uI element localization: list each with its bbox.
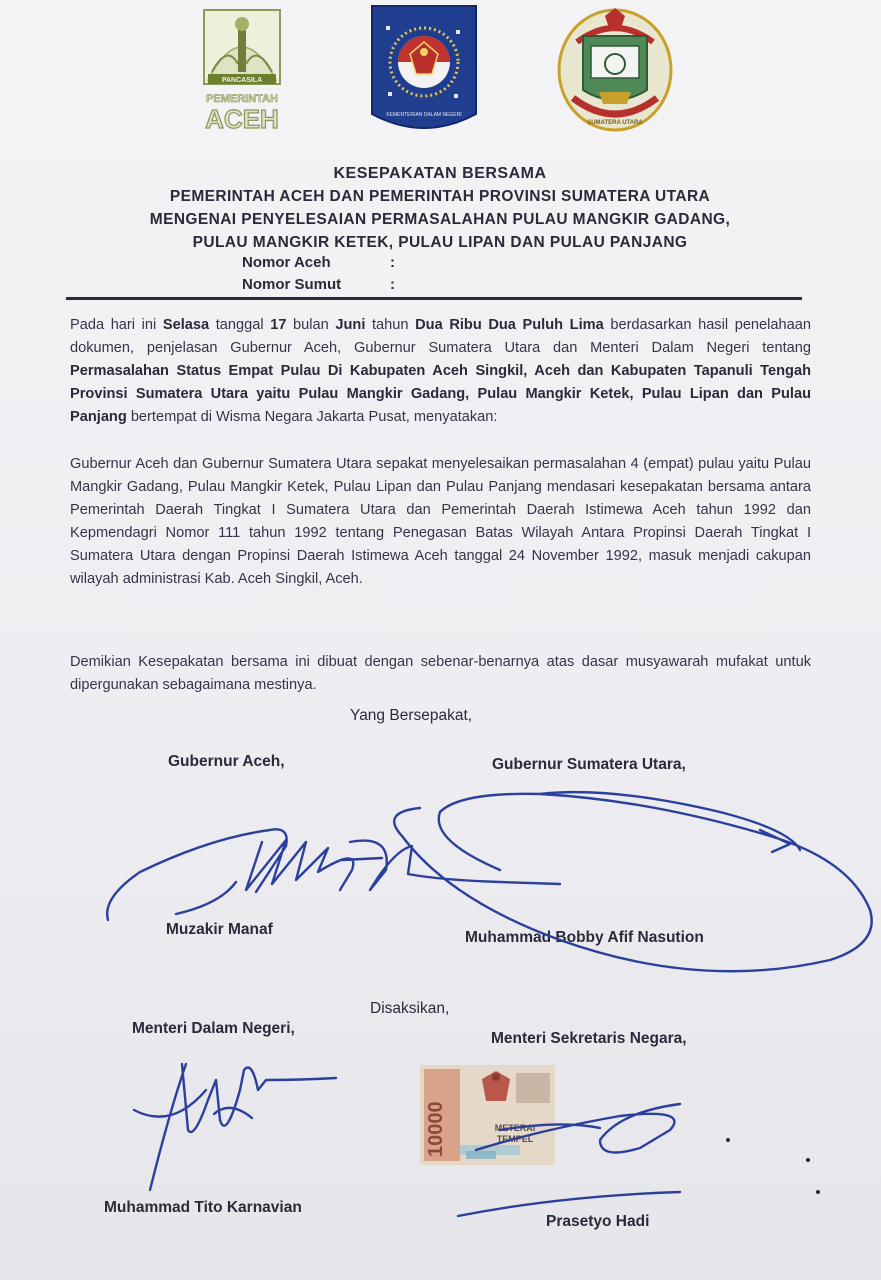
gubernur-aceh-name: Muzakir Manaf	[166, 921, 273, 938]
yang-bersepakat-label: Yang Bersepakat,	[350, 707, 473, 724]
mensesneg-title: Menteri Sekretaris Negara,	[491, 1030, 687, 1047]
p1-month: Juni	[335, 317, 366, 333]
opening-paragraph	[70, 314, 811, 429]
aceh-logo-pancasila: PANCASILA	[221, 77, 263, 84]
nomor-sumut-row	[242, 276, 542, 296]
signature-mendagri	[134, 1064, 336, 1190]
sumut-emblem-icon	[555, 6, 675, 140]
p1-text-g: tahun	[365, 317, 416, 333]
title-line-3: MENGENAI PENYELESAIAN PERMASALAHAN PULAU MANGKIR GADANG,	[149, 211, 731, 228]
nomor-sumut-colon: :	[390, 276, 395, 293]
aceh-logo-pemerintah: PEMERINTAH	[206, 93, 278, 105]
signature-dot-2	[806, 1158, 810, 1162]
nomor-aceh-row	[242, 254, 542, 274]
agreement-paragraph: Gubernur Aceh dan Gubernur Sumatera Utara sepakat menyelesaikan permasalahan 4 (empat) pulau yaitu Pulau Mangkir Gadang, Pulau Mangkir Ketek, Pulau Lipan dan Pulau Panjang mendasari kesepakatan bersama antara Pemerintah Daerah Tingkat I Sumatera Utara dan Pemerintah Daerah Istimewa Aceh tahun 1992 dan Kepmendagri Nomor 111 tahun 1992 tentang Penegasan Batas Wilayah Antara Propinsi Daerah Tingkat I Sumatera Utara dengan Propinsi Daerah Istimewa Aceh tanggal 24 November 1992, masuk menjadi cakupan wilayah administrasi Kab. Aceh Singkil, Aceh.	[70, 456, 811, 587]
meterai-stamp	[420, 1065, 555, 1165]
nomor-aceh-colon: :	[390, 254, 395, 271]
closing-paragraph: Demikian Kesepakatan bersama ini dibuat dengan sebenar-benarnya atas dasar musyawarah mufakat untuk dipergunakan sebagaimana mestinya.	[70, 654, 811, 693]
p1-year: Dua Ribu Dua Puluh Lima	[415, 317, 604, 333]
meterai-line-1: METERAI	[494, 1123, 536, 1133]
gubernur-sumut-name: Muhammad Bobby Afif Nasution	[465, 929, 704, 946]
meterai-value: 10000	[425, 1101, 447, 1157]
agreement-title	[60, 162, 820, 254]
signature-gubernur-aceh	[107, 829, 560, 920]
mensesneg-name: Prasetyo Hadi	[546, 1213, 650, 1230]
signature-dot-3	[816, 1190, 820, 1194]
meterai-line-2: TEMPEL	[496, 1134, 534, 1144]
p1-day: Selasa	[162, 317, 210, 333]
nomor-sumut-label: Nomor Sumut	[242, 276, 342, 293]
kemendagri-logo-text: KEMENTERIAN DALAM NEGERI	[386, 112, 462, 118]
signature-dot-1	[726, 1138, 730, 1142]
aceh-logo-aceh: ACEH	[205, 104, 279, 132]
header-divider	[66, 297, 802, 300]
p1-subject: Permasalahan Status Empat Pulau Di Kabupaten Aceh Singkil, Aceh dan Kabupaten Tapanuli Tengah Provinsi Sumatera Utara yaitu Pulau Mangkir Gadang, Pulau Mangkir Ketek, Pulau Lipan dan Pulau Panjang	[70, 363, 811, 425]
nomor-aceh-label: Nomor Aceh	[242, 254, 331, 271]
gubernur-sumut-title: Gubernur Sumatera Utara,	[492, 756, 686, 773]
gubernur-aceh-title: Gubernur Aceh,	[168, 753, 285, 770]
p1-text-k: bertempat di Wisma Negara Jakarta Pusat, menyatakan:	[126, 409, 498, 425]
p1-date: 17	[270, 317, 287, 333]
title-line-1: KESEPAKATAN BERSAMA	[333, 165, 547, 182]
p1-text-e: bulan	[286, 317, 336, 333]
p1-text-a: Pada hari ini	[70, 317, 163, 333]
kemendagri-emblem-icon	[368, 4, 480, 140]
mendagri-name: Muhammad Tito Karnavian	[104, 1199, 302, 1216]
p1-text-c: tanggal	[209, 317, 271, 333]
sumut-logo-text: SUMATERA UTARA	[587, 120, 643, 126]
disaksikan-label: Disaksikan,	[370, 1000, 450, 1017]
aceh-emblem-icon	[192, 4, 292, 132]
mendagri-title: Menteri Dalam Negeri,	[132, 1020, 295, 1037]
title-line-2: PEMERINTAH ACEH DAN PEMERINTAH PROVINSI SUMATERA UTARA	[169, 188, 711, 205]
title-line-4: PULAU MANGKIR KETEK, PULAU LIPAN DAN PULAU PANJANG	[192, 234, 688, 251]
p1-text-i: berdasarkan hasil penelahaan dokumen, penjelasan Gubernur Aceh, Gubernur Sumatera Utara dan Menteri Dalam Negeri tentang	[70, 317, 811, 356]
